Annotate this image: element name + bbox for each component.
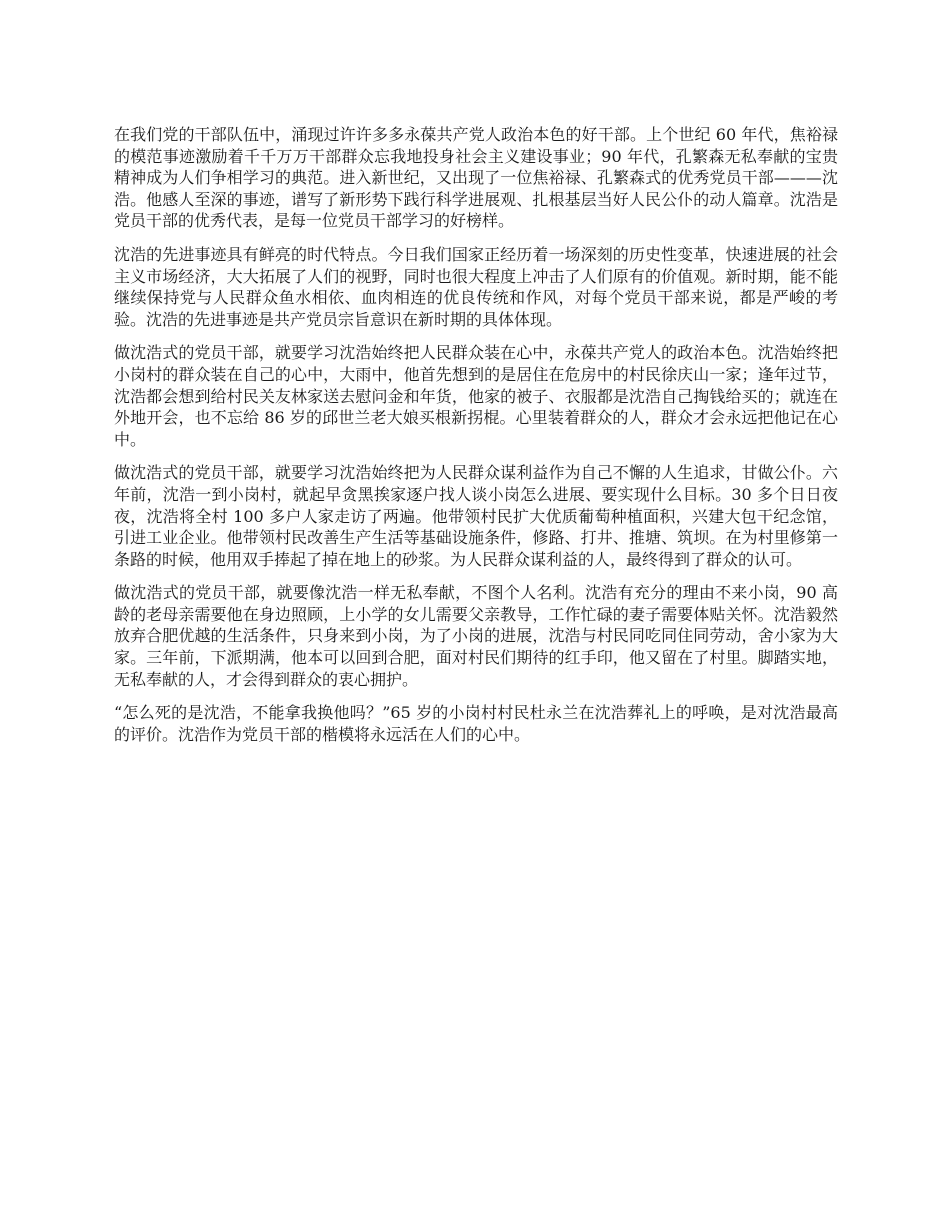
paragraph-4: 做沈浩式的党员干部，就要学习沈浩始终把为人民群众谋利益作为自己不懈的人生追求，甘做公仆。六年前，沈浩一到小岗村，就起早贪黑挨家逐户找人谈小岗怎么进展、要实现什么目标。30 多个日日夜夜，沈浩将全村 100 多户人家走访了两遍。他带领村民扩大优质葡萄种植面积，兴建大包干纪念馆，引进工业企业。他带领村民改善生产生活等基础设施条件，修路、打井、推塘、筑坝。在为村里修第一条路的时候，他用双手捧起了掉在地上的砂浆。为人民群众谋利益的人，最终得到了群众的认可。 [114,463,838,569]
document-body [114,124,838,757]
paragraph-3: 做沈浩式的党员干部，就要学习沈浩始终把人民群众装在心中，永葆共产党人的政治本色。沈浩始终把小岗村的群众装在自己的心中，大雨中，他首先想到的是居住在危房中的村民徐庆山一家；逢年过节，沈浩都会想到给村民关友林家送去慰问金和年货，他家的被子、衣服都是沈浩自己掏钱给买的；就连在外地开会，也不忘给 86 岁的邱世兰老大娘买根新拐棍。心里装着群众的人，群众才会永远把他记在心中。 [114,343,838,449]
paragraph-1: 在我们党的干部队伍中，涌现过许许多多永葆共产党人政治本色的好干部。上个世纪 60 年代，焦裕禄的模范事迹激励着千千万万干部群众忘我地投身社会主义建设事业；90 年代，孔繁森无私奉献的宝贵精神成为人们争相学习的典范。进入新世纪，又出现了一位焦裕禄、孔繁森式的优秀党员干部———沈浩。他感人至深的事迹，谱写了新形势下践行科学进展观、扎根基层当好人民公仆的动人篇章。沈浩是党员干部的优秀代表，是每一位党员干部学习的好榜样。 [114,125,838,231]
paragraph-6: “怎么死的是沈浩，不能拿我换他吗？”65 岁的小岗村村民杜永兰在沈浩葬礼上的呼唤，是对沈浩最高的评价。沈浩作为党员干部的楷模将永远活在人们的心中。 [114,703,838,744]
paragraph-5: 做沈浩式的党员干部，就要像沈浩一样无私奉献，不图个人名利。沈浩有充分的理由不来小岗，90 高龄的老母亲需要他在身边照顾，上小学的女儿需要父亲教导，工作忙碌的妻子需要体贴关怀。沈浩毅然放弃合肥优越的生活条件，只身来到小岗，为了小岗的进展，沈浩与村民同吃同住同劳动，舍小家为大家。三年前，下派期满，他本可以回到合肥，面对村民们期待的红手印，他又留在了村里。脚踏实地，无私奉献的人，才会得到群众的衷心拥护。 [114,583,838,689]
paragraph-2: 沈浩的先进事迹具有鲜亮的时代特点。今日我们国家正经历着一场深刻的历史性变革，快速进展的社会主义市场经济，大大拓展了人们的视野，同时也很大程度上冲击了人们原有的价值观。新时期，能不能继续保持党与人民群众鱼水相依、血肉相连的优良传统和作风，对每个党员干部来说，都是严峻的考验。沈浩的先进事迹是共产党员宗旨意识在新时期的具体体现。 [114,244,838,329]
